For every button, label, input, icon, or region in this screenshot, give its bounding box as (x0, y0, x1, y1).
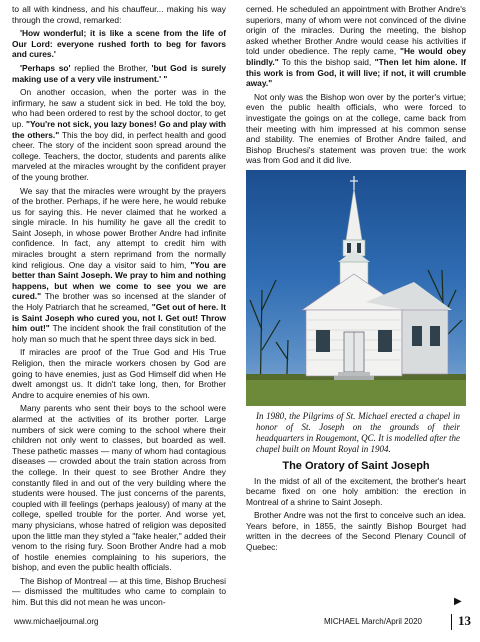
page-number: 13 (458, 613, 471, 628)
paragraph: We say that the miracles were wrought by the prayers of the brother. Perhaps, if he were here, he would rebuke us for saying this. He never claimed that he worked a single miracle. In his humility he gave all the credit to Saint Joseph, in whose power Brother Andre had infinite confidence. In fact, any attempt to credit him with miracles brought a stern reprimand from the normally kind religious. One day a visitor said to him, "You are better than Saint Joseph. We pray to him and nothing happens, but when we come to see you we are cured." The brother was so incensed at the slander of the Holy Patriarch that he screamed, "Get out of here. It is Saint Joseph who cured you, not I. Get out! Throw him out!" The incident shook the frail constitution of the holy man so much that he spent three days sick in bed. (12, 185, 226, 344)
paragraph: The Bishop of Montreal — at this time, Bishop Bruchesi — dismissed the multitudes who came to complain to him. But this did not mean he was uncon- (12, 575, 226, 608)
paragraph: On another occasion, when the porter was in the infirmary, he saw a student sick in bed. He told the boy, who had been ordered to rest by the school doctor, to get up. "You're not sick, you lazy bones! Go and play with the others." This the boy did, in perfect health and good cheer. The story of the incident soon spread around the college. Teachers, the doctor, students and parents alike marveled at the miracles wrought by the confident prayer of the young brother. (12, 87, 226, 182)
triangle-right-icon: ▶ (454, 596, 462, 607)
page-footer (0, 612, 480, 632)
paragraph: to all with kindness, and his chauffeur... making his way through the crowd, remarked: (12, 4, 226, 25)
paragraph: cerned. He scheduled an appointment with Brother Andre's superiors, many of whom were not convinced of the divine origin of the miracles. During the meeting, the bishop asked whether Brother Andre would cease his activities if told under obedience. The reply came, "He would obey blindly." To this the bishop said, "Then let him alone. If this work is from God, it will live; if not, it will crumble away." (246, 4, 467, 89)
quote-paragraph: 'How wonderful; it is like a scene from the life of Our Lord: everyone rushed forth to beg for favors and cures.' (12, 28, 226, 60)
footer-magazine-issue: MICHAEL March/April 2020 (324, 617, 422, 626)
quote-paragraph: 'Perhaps so' replied the Brother, 'but God is surely making use of a very vile instrument.' " (12, 62, 226, 84)
section-heading: The Oratory of Saint Joseph (282, 459, 430, 472)
right-column (246, 4, 466, 556)
paragraph: If miracles are proof of the True God and His True Religion, then the miracle workers chosen by God are going to have enemies, just as God Himself did when He dwelt amongst us. It didn't take long, then, for Brother Andre to acquire enemies of his own. (12, 347, 226, 400)
footer-divider (451, 614, 452, 630)
paragraph: Brother Andre was not the first to conceive such an idea. Years before, in 1855, the saintly Bishop Bourget had written in the decrees of the Second Plenary Council of Quebec: (246, 510, 466, 553)
paragraph: Not only was the Bishop won over by the porter's virtue; even the public health officials, who were forced to investigate the goings on at the college, came back from their meeting with him impressed at his common sense and stability. The enemies of Brother Andre failed, and Bishop Bruchesi's statement was proven true: the work was from God and it did live. (246, 91, 466, 166)
chapel-photo (246, 170, 466, 406)
paragraph: Many parents who sent their boys to the school were alarmed at the activities of its brother porter. Large numbers of sick were coming to the school where their children not only went to classes, but boarded as well. These pathetic masses — many of whom had contagious diseases — crowded about the train station across from the college. In their quest to see Brother Andre they constantly filed in and out of the very building where the students were housed. The just concerns of the parents, coupled with ill feelings (perhaps jealousy) of many at the college, spelled trouble for the porter. And worse yet, many physicians, whose hatred of religion was deposited upon the little man they styled a "fake healer," added their venom to the rising fury. Soon Brother Andre had a mob of hostile enemies complaining to his superiors, the bishop, and even the public health officials. (12, 403, 226, 573)
footer-website: www.michaeljournal.org (14, 617, 99, 626)
chapel-illustration (246, 170, 466, 406)
paragraph: In the midst of all of the excitement, the brother's heart became fixed on one holy ambition: the erection in Montreal of a shrine to Saint Joseph. (246, 475, 466, 507)
left-column (12, 4, 226, 611)
photo-caption: In 1980, the Pilgrims of St. Michael erected a chapel in honor of St. Joseph on the grounds of their headquarters in Rougemont, QC. It is modelled after the chapel built on Mount Royal in 1904. (256, 410, 460, 454)
